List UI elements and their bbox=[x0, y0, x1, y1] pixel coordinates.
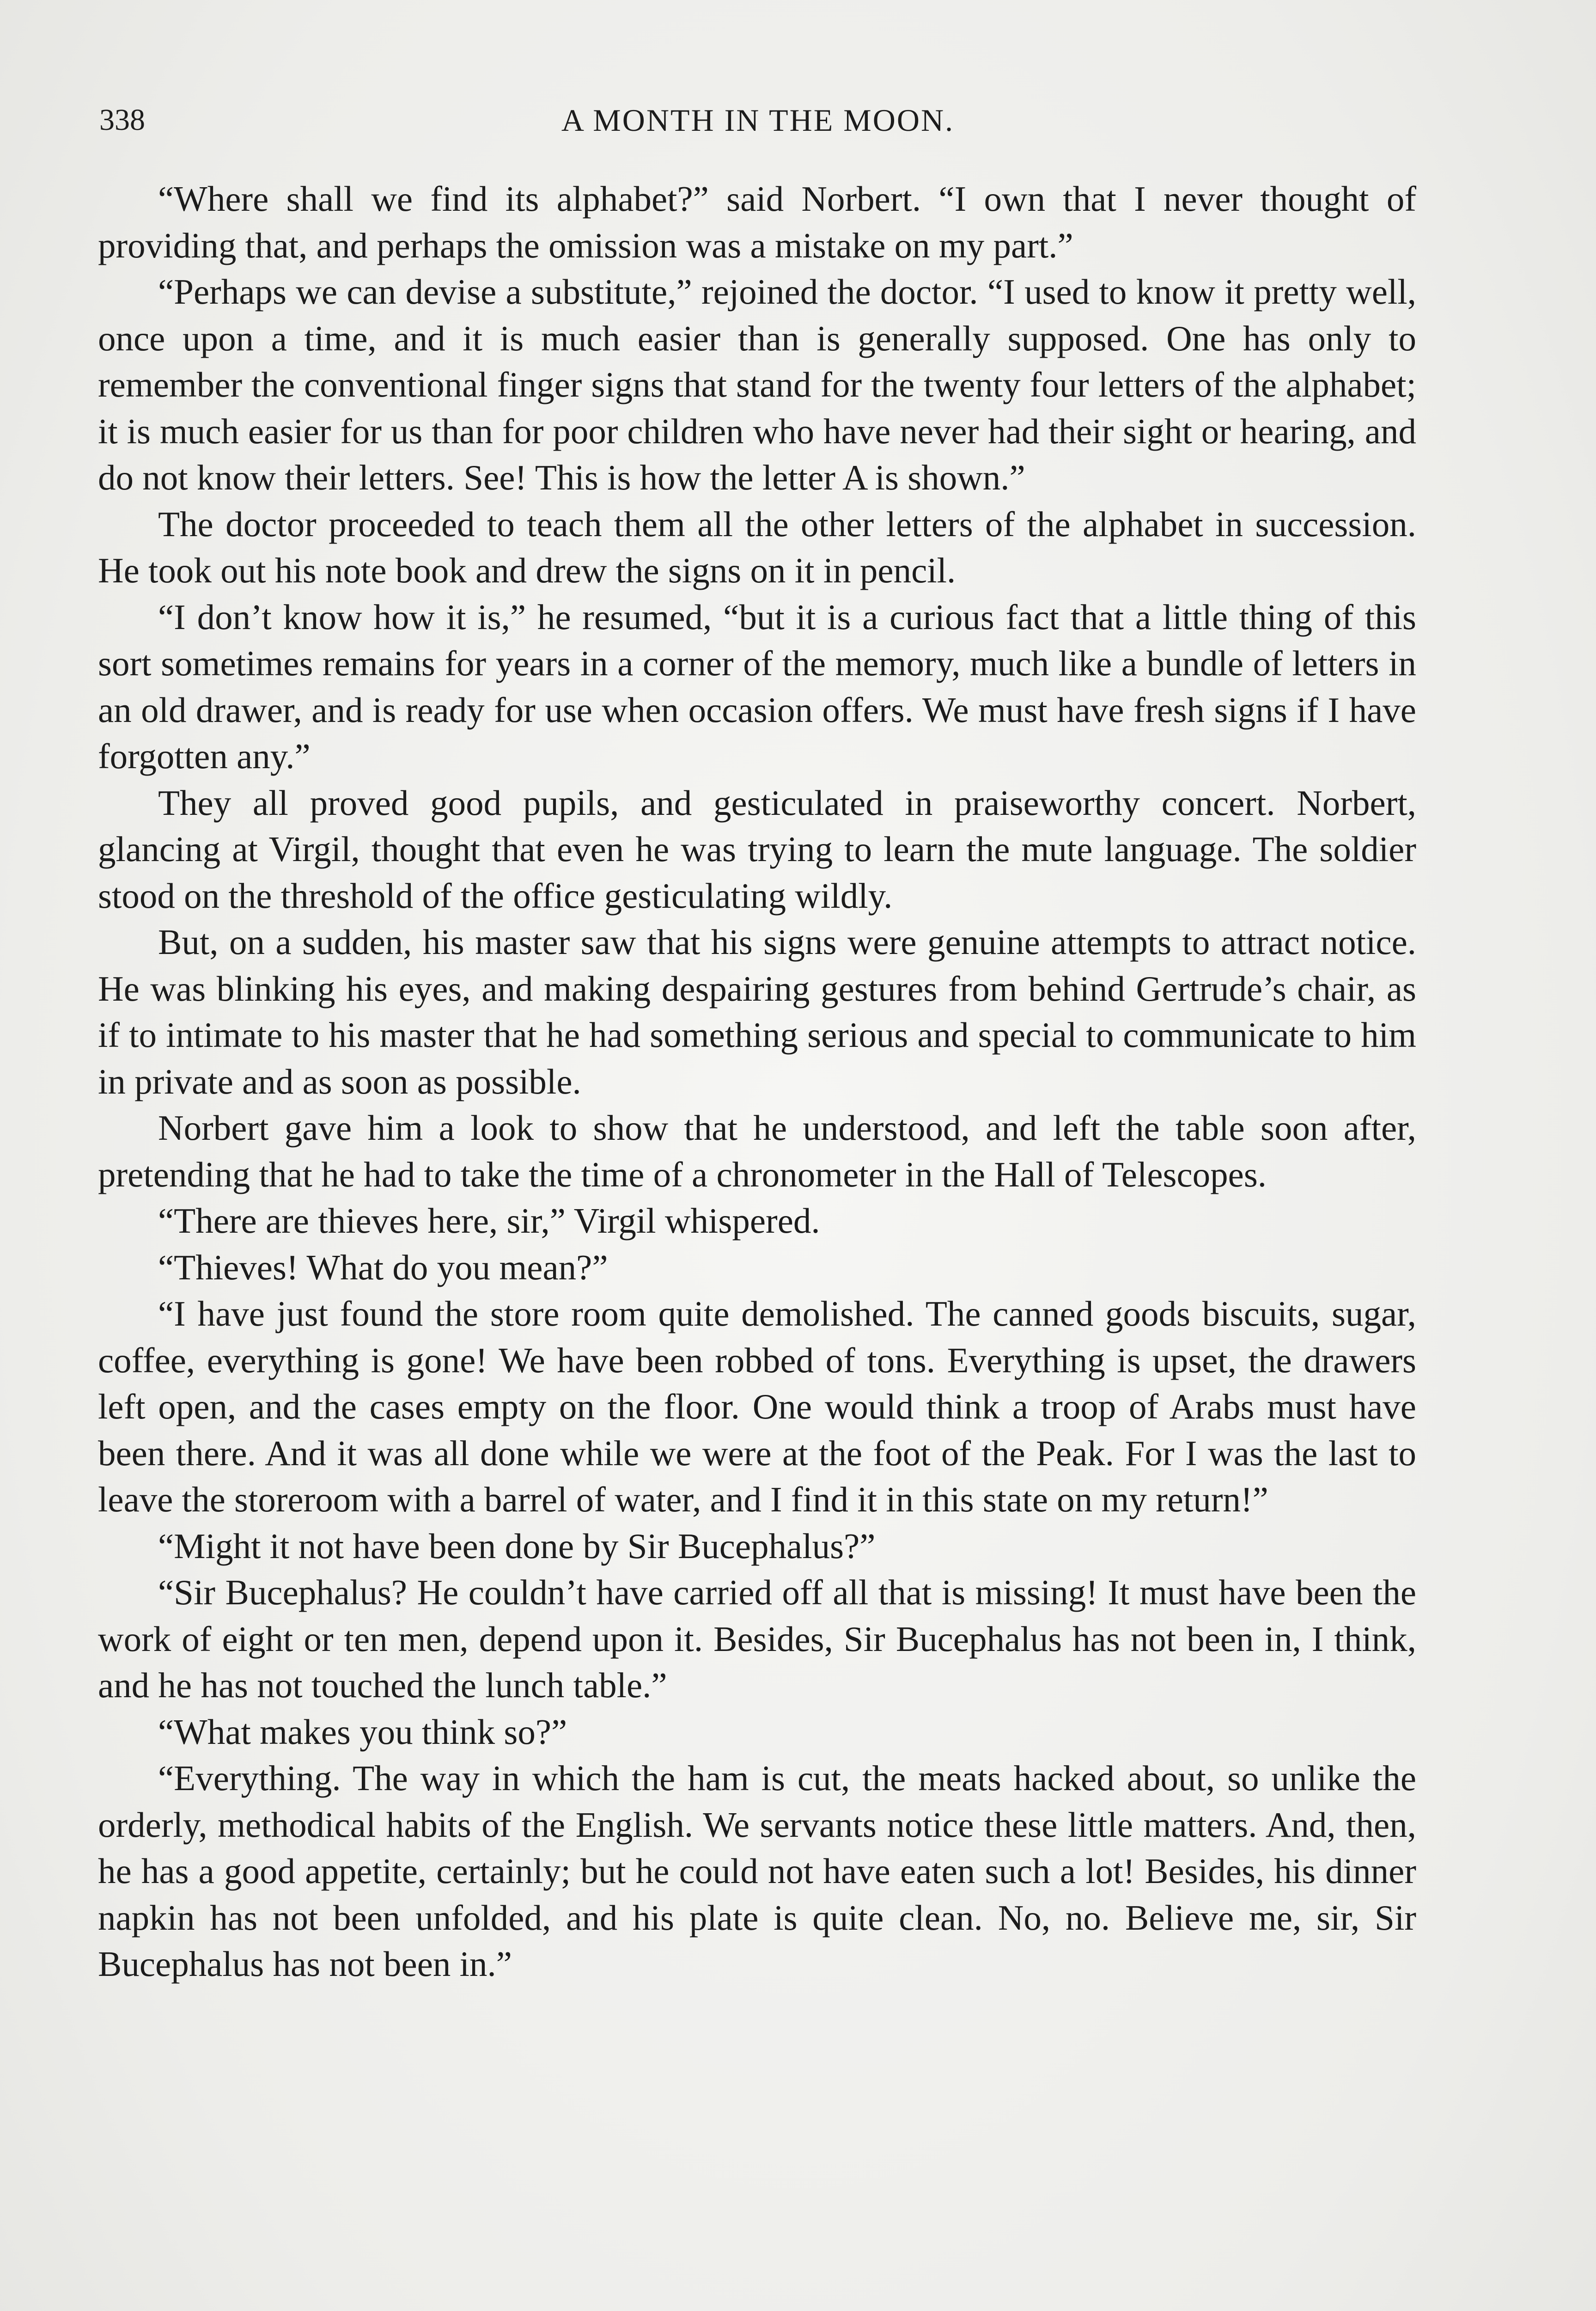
body-text bbox=[98, 176, 1416, 1987]
paragraph: “Sir Bucephalus? He couldn’t have carried off all that is missing! It must have been the work of eight or ten men, depend upon it. Besides, Sir Bucephalus has not been in, I think, and he has not touched the lunch table.” bbox=[98, 1572, 1416, 1705]
paragraph: “Perhaps we can devise a substitute,” rejoined the doctor. “I used to know it pretty well, once upon a time, and it is much easier than is generally supposed. One has only to remember the conventional finger signs that stand for the twenty four letters of the alphabet; it is much easier for us than for poor children who have never had their sight or hearing, and do not know their letters. See! This is how the letter A is shown.” bbox=[98, 272, 1416, 497]
page-number: 338 bbox=[99, 103, 145, 137]
paragraph: “Thieves! What do you mean?” bbox=[158, 1247, 608, 1287]
paragraph: But, on a sudden, his master saw that his signs were genuine attempts to attract notice. He was blinking his eyes, and making despairing gestures from behind Gertrude’s chair, as if to intimate to his master that he had something serious and special to communicate to him in private and as soon as possible. bbox=[98, 922, 1416, 1101]
running-title: A MONTH IN THE MOON. bbox=[561, 103, 955, 138]
page-header bbox=[99, 99, 1416, 141]
paragraph: “Everything. The way in which the ham is cut, the meats hacked about, so unlike the orderly, methodical habits of the English. We servants notice these little matters. And, then, he has a good appetite, certainly; but he could not have eaten such a lot! Besides, his dinner napkin has not been unfolded, and his plate is quite clean. No, no. Believe me, sir, Sir Bucephalus has not been in.” bbox=[98, 1758, 1416, 1984]
paragraph: Norbert gave him a look to show that he understood, and left the table soon after, pretending that he had to take the time of a chronometer in the Hall of Telescopes. bbox=[98, 1108, 1416, 1194]
paragraph: “I have just found the store room quite demolished. The canned goods biscuits, sugar, coffee, everything is gone! We have been robbed of tons. Everything is upset, the drawers left open, and the cases empty on the floor. One would think a troop of Arabs must have been there. And it was all done while we were at the foot of the Peak. For I was the last to leave the storeroom with a barrel of water, and I find it in this state on my return!” bbox=[98, 1294, 1416, 1519]
paragraph: They all proved good pupils, and gesticulated in praiseworthy concert. Norbert, glancing at Virgil, thought that even he was trying to learn the mute language. The soldier stood on the threshold of the office gesticulating wildly. bbox=[98, 783, 1416, 916]
paragraph: “There are thieves here, sir,” Virgil whispered. bbox=[158, 1201, 820, 1241]
paragraph: “Where shall we find its alphabet?” said Norbert. “I own that I never thought of providing that, and perhaps the omission was a mistake on my part.” bbox=[98, 179, 1416, 265]
paragraph: “Might it not have been done by Sir Bucephalus?” bbox=[158, 1526, 876, 1566]
paragraph: “What makes you think so?” bbox=[158, 1712, 567, 1752]
paragraph: The doctor proceeded to teach them all the other letters of the alphabet in succession. He took out his note book and drew the signs on it in pencil. bbox=[98, 504, 1416, 590]
paragraph: “I don’t know how it is,” he resumed, “but it is a curious fact that a little thing of this sort sometimes remains for years in a corner of the memory, much like a bundle of letters in an old drawer, and is ready for use when occasion offers. We must have fresh signs if I have forgotten any.” bbox=[98, 597, 1416, 776]
